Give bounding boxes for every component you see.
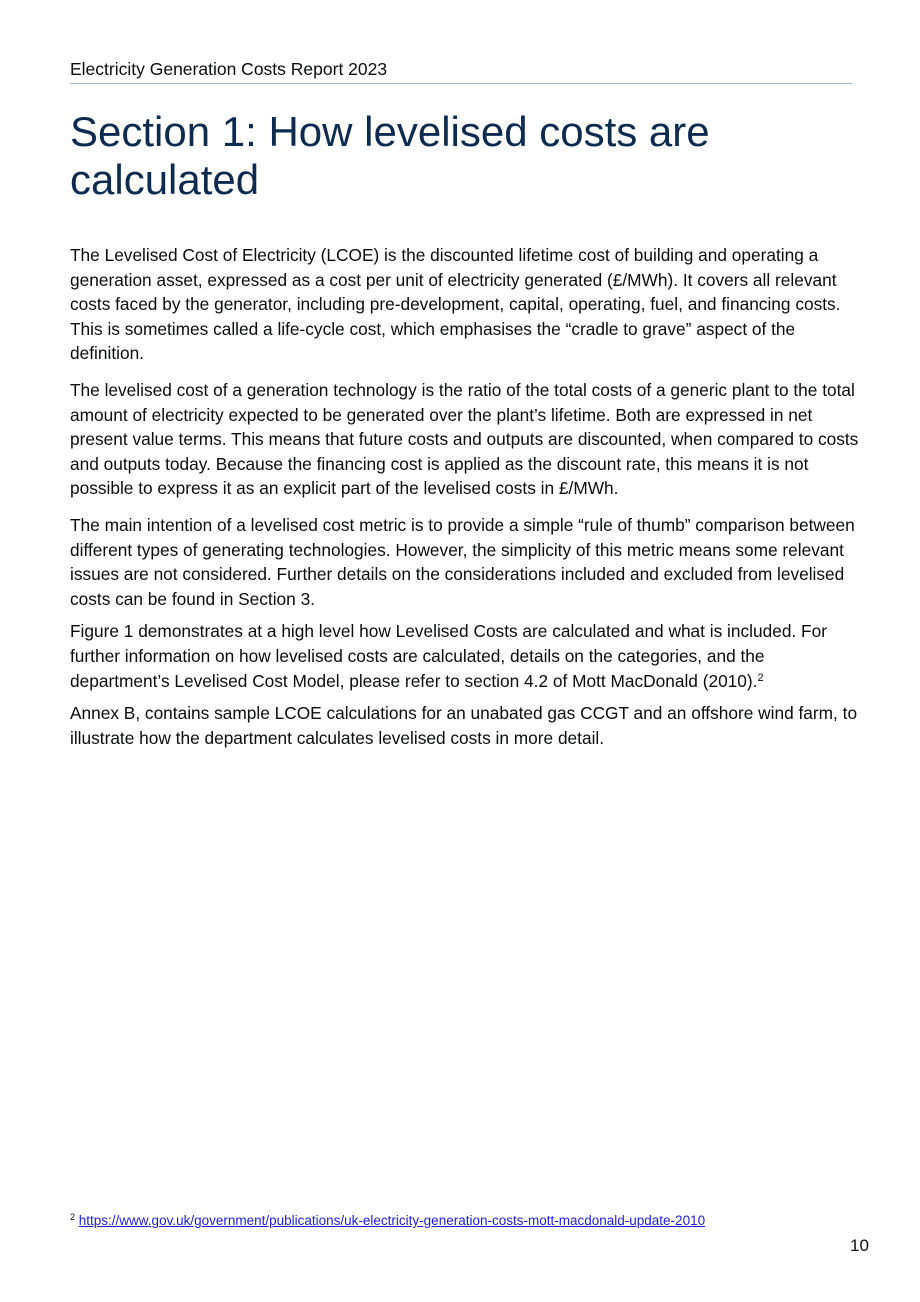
paragraph-annex-reference: Annex B, contains sample LCOE calculations for an unabated gas CCGT and an offshore wind farm, to illustrate how the department calculates levelised costs in more detail.	[70, 703, 858, 748]
footnote-marker: 2	[70, 1212, 76, 1222]
footnote-reference[interactable]: 2	[757, 671, 764, 684]
running-header: Electricity Generation Costs Report 2023	[70, 58, 852, 84]
paragraph-ratio-explanation: The levelised cost of a generation technology is the ratio of the total costs of a generic plant to the total amount of electricity expected to be generated over the plant’s lifetime. Both are expressed in net present value terms. This means that future costs and outputs are discounted, when compared to costs and outputs today. Because the financing cost is applied as the discount rate, this means it is not possible to express it as an explicit part of the levelised costs in £/MWh.	[70, 379, 859, 499]
footnote-link[interactable]: https://www.gov.uk/government/publications/uk-electricity-generation-costs-mott-macdonald-update-2010	[78, 1213, 706, 1228]
body-text	[70, 243, 860, 762]
paragraph-metric-intention: The main intention of a levelised cost metric is to provide a simple “rule of thumb” comparison between different types of generating technologies. However, the simplicity of this metric means some relevant issues are not considered. Further details on the considerations included and excluded from levelised costs can be found in Section 3.	[70, 514, 855, 609]
paragraph-figure-reference-text: Figure 1 demonstrates at a high level how Levelised Costs are calculated and what is included. For further information on how levelised costs are calculated, details on the categories, and the department’s Levelised Cost Model, please refer to section 4.2 of Mott MacDonald (2010).	[70, 621, 827, 691]
paragraph-lcoe-definition: The Levelised Cost of Electricity (LCOE) is the discounted lifetime cost of building and operating a generation asset, expressed as a cost per unit of electricity generated (£/MWh). It covers all relevant costs faced by the generator, including pre-development, capital, operating, fuel, and financing costs. This is sometimes called a life-cycle cost, which emphasises the “cradle to grave” aspect of the definition.	[70, 245, 841, 364]
paragraph-figure-reference	[70, 619, 860, 693]
page-title: Section 1: How levelised costs are calculated	[70, 108, 710, 203]
footnote	[70, 1212, 705, 1230]
page-number: 10	[850, 1236, 869, 1255]
